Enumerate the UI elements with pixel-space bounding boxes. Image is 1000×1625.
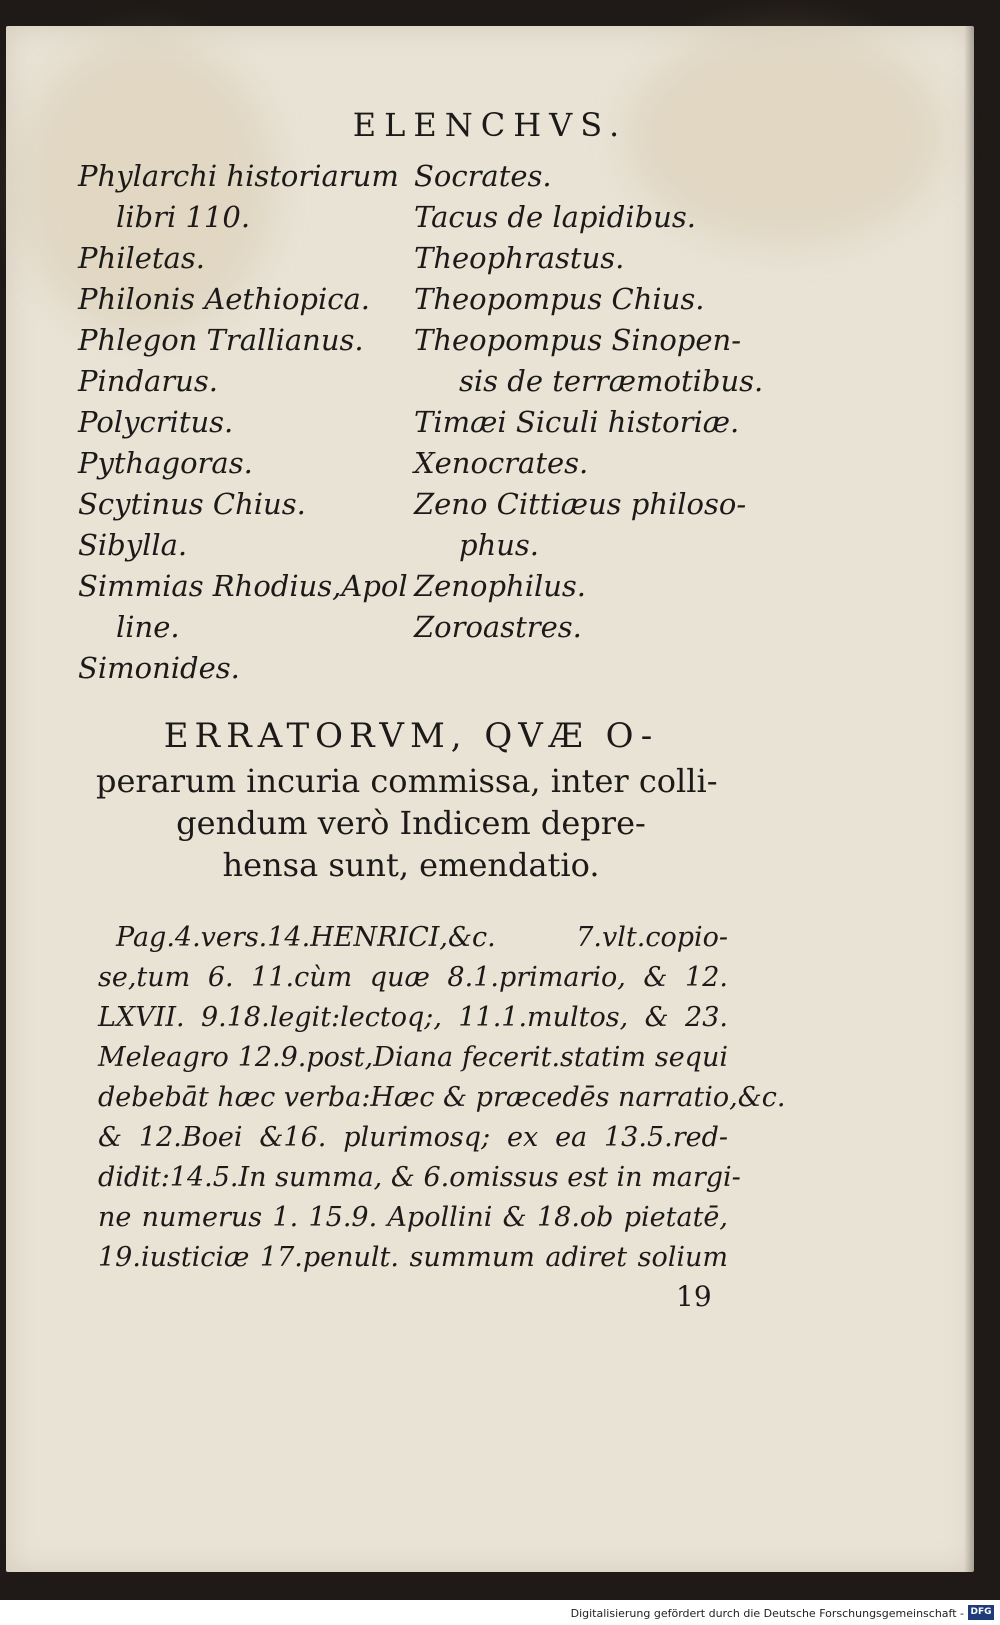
index-entry: line. <box>116 610 180 644</box>
errata-line: 19.iusticiæ 17.penult. summum adiret solium <box>98 1242 728 1273</box>
errata-heading <box>86 712 736 886</box>
errata-line: & 12.Boei &16. plurimosq; ex ea 13.5.red- <box>98 1122 728 1153</box>
binding-shadow <box>964 26 974 1572</box>
errata-line: LXVII. 9.18.legit:lectoq;, 11.1.multos, & 23. <box>98 1002 728 1033</box>
errata-line: ne numerus 1. 15.9. Apollini & 18.ob pietatē, <box>98 1202 728 1233</box>
index-entry: Socrates. <box>414 159 552 193</box>
dfg-logo-icon: DFG <box>968 1605 994 1620</box>
index-entry: Zeno Cittiæus philoso- <box>414 487 747 521</box>
index-entry: Phlegon Trallianus. <box>78 323 364 357</box>
index-entry: Sibylla. <box>78 528 188 562</box>
index-entry: Pindarus. <box>78 364 218 398</box>
errata-line: Meleagro 12.9.post,Diana fecerit.statim sequi <box>98 1042 728 1073</box>
errata-heading-line: hensa sunt, emendatio. <box>222 846 600 884</box>
index-entry: Timæi Siculi historiæ. <box>414 405 740 439</box>
index-entry: libri 110. <box>116 200 251 234</box>
index-entry: Pythagoras. <box>78 446 253 480</box>
index-entry: Polycritus. <box>78 405 234 439</box>
errata-text <box>98 918 786 1278</box>
index-entry: Philonis Aethiopica. <box>78 282 371 316</box>
index-entry: Zoroastres. <box>414 610 582 644</box>
index-entry: Xenocrates. <box>414 446 589 480</box>
errata-line: se,tum 6. 11.cùm quæ 8.1.primario, & 12. <box>98 962 728 993</box>
errata-line: debebāt hæc verba:Hæc & præcedēs narratio,&c. <box>98 1082 786 1113</box>
page-number: 19 <box>676 1280 712 1313</box>
index-entry: Simonides. <box>78 651 240 685</box>
digitization-footer <box>0 1602 1000 1624</box>
index-entry: sis de terræmotibus. <box>459 364 764 398</box>
errata-heading-line: perarum incuria commissa, inter colli- <box>96 762 718 800</box>
index-entry: Theopompus Chius. <box>414 282 705 316</box>
index-entry: Tacus de lapidibus. <box>414 200 696 234</box>
index-entry: Simmias Rhodius,Apol <box>78 569 408 603</box>
index-column-right <box>414 156 764 648</box>
index-entry: Philetas. <box>78 241 205 275</box>
errata-line: Pag.4.vers.14.HENRICI,&c. 7.vlt.copio- <box>116 922 728 953</box>
index-entry: Phylarchi historiarum <box>78 159 399 193</box>
footer-credit: Digitalisierung gefördert durch die Deutsche Forschungsgemeinschaft - <box>570 1607 964 1620</box>
index-column-left <box>78 156 408 689</box>
index-entry: phus. <box>459 528 540 562</box>
errata-heading-caps: ERRATORVM, QVÆ O- <box>163 716 659 756</box>
errata-heading-line: gendum verò Indicem depre- <box>176 804 646 842</box>
index-entry: Theophrastus. <box>414 241 625 275</box>
page-title: ELENCHVS. <box>352 106 628 144</box>
index-entry: Zenophilus. <box>414 569 587 603</box>
book-page <box>6 26 974 1572</box>
errata-line: didit:14.5.In summa, & 6.omissus est in margi- <box>98 1162 741 1193</box>
index-entry: Theopompus Sinopen- <box>414 323 741 357</box>
index-entry: Scytinus Chius. <box>78 487 306 521</box>
